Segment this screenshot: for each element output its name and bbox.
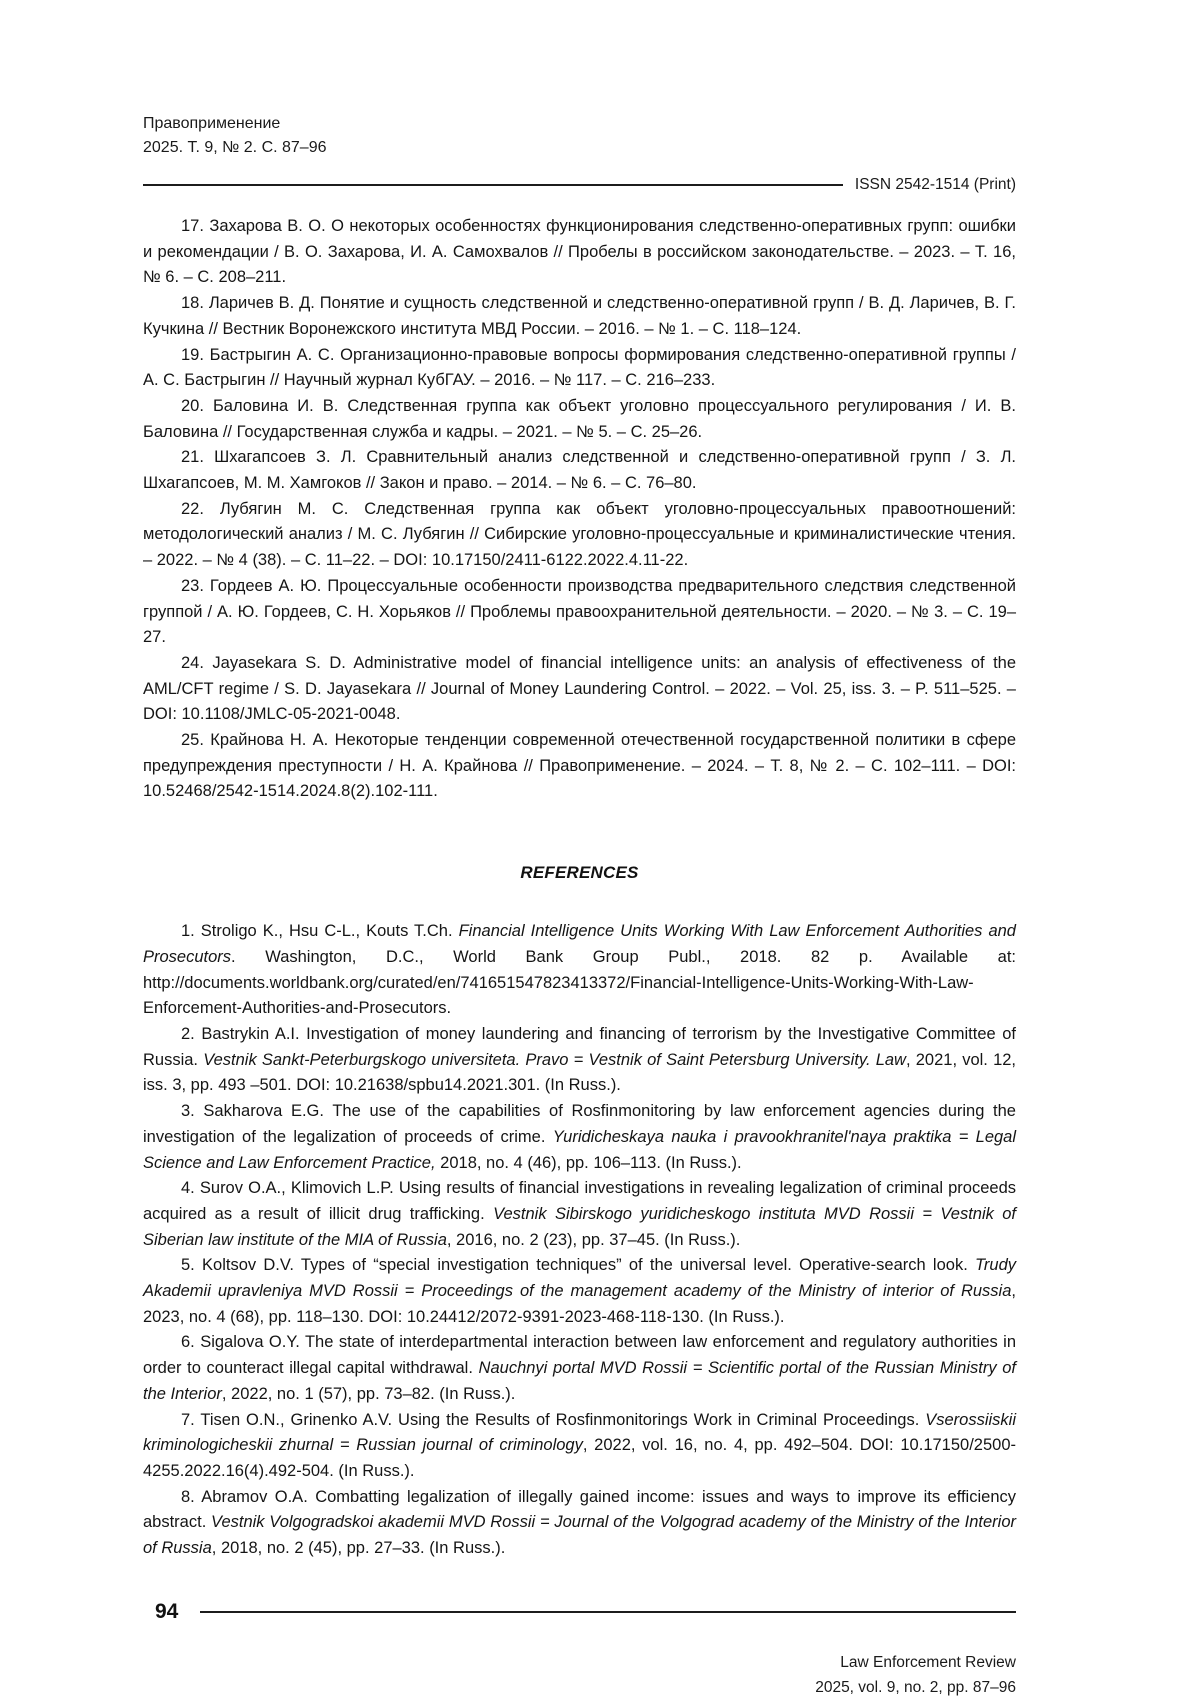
bibliography-ru-list [143,214,1016,805]
references-heading: REFERENCES [520,863,639,883]
bibliography-item: 18. Ларичев В. Д. Понятие и сущность следственной и следственно-оперативной групп / В. Д. Ларичев, В. Г. Кучкина // Вестник Воронежского института МВД России. – 2016. – № 1. – С. 118–124. [143,294,1016,338]
journal-title-ru: Правоприменение [143,115,281,132]
bibliography-item: 24. Jayasekara S. D. Administrative model of financial intelligence units: an analysis of effectiveness of the AML/CFT regime / S. D. Jayasekara // Journal of Money Laundering Control. – 2022. – Vol. 25, iss. 3. – P. 511–525. – DOI: 10.1108/JMLC-05-2021-0048. [143,653,1016,724]
bibliography-item: 22. Лубягин М. С. Следственная группа как объект уголовно-процессуальных правоотношений: методологический анализ / М. С. Лубягин // Сибирские уголовно-процессуальные и криминалистические чтения. – 2022. – № 4 (38). – С. 11–22. – DOI: 10.17150/2411-6122.2022.4.11-22. [143,499,1016,570]
bibliography-item: 19. Бастрыгин А. С. Организационно-правовые вопросы формирования следственно-оперативной группы / А. С. Бастрыгин // Научный журнал КубГАУ. – 2016. – № 117. – С. 216–233. [143,345,1016,390]
footer-journal-title-en: Law Enforcement Review [840,1653,1016,1671]
references-en-list [143,919,1016,1562]
bibliography-item: 25. Крайнова Н. А. Некоторые тенденции современной отечественной государственной политики в сфере предупреждения преступности / Н. А. Крайнова // Правоприменение. – 2024. – Т. 8, № 2. – С. 102–111. – DOI: 10.52468/2542-1514.2024.8(2).102-111. [143,731,1016,801]
reference-item: 4. Surov O.A., Klimovich L.P. Using results of financial investigations in revealing legalization of criminal proceeds acquired as a result of illicit drug trafficking. Vestnik Sibirskogo yuridicheskogo instituta MVD Rossii = Vestnik of Siberian law institute of the MIA of Russia, 2016, no. 2 (23), pp. 37–45. (In Russ.). [143,1179,1016,1249]
footer-page-number: 94 [155,1599,179,1623]
bibliography-item: 17. Захарова В. О. О некоторых особенностях функционирования следственно-оперативных групп: ошибки и рекомендации / В. О. Захарова, И. А. Самохвалов // Пробелы в российском законодательстве. – 2023. – Т. 16, № 6. – С. 208–211. [143,217,1016,287]
issn-label: ISSN 2542-1514 (Print) [854,176,1016,193]
reference-item: 2. Bastrykin A.I. Investigation of money laundering and financing of terrorism by the Investigative Committee of Russia. Vestnik Sankt-Peterburgskogo universiteta. Pravo = Vestnik of Saint Petersburg University. Law, 2021, vol. 12, iss. 3, pp. 493 –501. DOI: 10.21638/spbu14.2021.301. (In Russ.). [143,1024,1017,1095]
reference-item: 8. Abramov O.A. Combatting legalization of illegally gained income: issues and ways to improve its efficiency abstract. Vestnik Volgogradskoi akademii MVD Rossii = Journal of the Volgograd academy of the Ministry of the Interior of Russia, 2018, no. 2 (45), pp. 27–33. (In Russ.). [143,1487,1016,1558]
header-rule [143,184,843,186]
footer-issue-info-en: 2025, vol. 9, no. 2, pp. 87–96 [815,1678,1016,1696]
footer-rule [200,1611,1016,1613]
reference-item: 5. Koltsov D.V. Types of “special investigation techniques” of the universal level. Operative-search look. Trudy Akademii upravleniya MVD Rossii = Proceedings of the management academy of the Ministry of interior of Russia, 2023, no. 4 (68), pp. 118–130. DOI: 10.24412/2072-9391-2023-468-118-130. (In Russ.). [143,1256,1016,1326]
header-rule-row [143,176,1016,194]
footer-journal-info [143,1650,1016,1697]
reference-item: 7. Tisen O.N., Grinenko A.V. Using the Results of Rosfinmonitorings Work in Criminal Proceedings. Vserossiiskii kriminologicheskii zhurnal = Russian journal of criminology, 2022, vol. 16, no. 4, pp. 492–504. DOI: 10.17150/2500-4255.2022.16(4).492-504. (In Russ.). [143,1410,1016,1480]
bibliography-item: 20. Баловина И. В. Следственная группа как объект уголовно процессуального регулирования / И. В. Баловина // Государственная служба и кадры. – 2021. – № 5. – С. 25–26. [143,396,1016,441]
reference-item: 3. Sakharova E.G. The use of the capabilities of Rosfinmonitoring by law enforcement agencies during the investigation of the legalization of proceeds of crime. Yuridicheskaya nauka i pravookhranitel'naya praktika = Legal Science and Law Enforcement Practice, 2018, no. 4 (46), pp. 106–113. (In Russ.). [143,1102,1017,1172]
bibliography-item: 23. Гордеев А. Ю. Процессуальные особенности производства предварительного следствия следственной группой / А. Ю. Гордеев, С. Н. Хорьяков // Проблемы правоохранительной деятельности. – 2020. – № 3. – С. 19–27. [143,576,1016,647]
footer-row [143,1600,1016,1624]
reference-item: 1. Stroligo K., Hsu C-L., Kouts T.Ch. Financial Intelligence Units Working With Law Enforcement Authorities and Prosecutors. Washington, D.C., World Bank Group Publ., 2018. 82 p. Available at: http://documents.worldbank.org/curated/en/741651547823413372/Financial-Intelligence-Units-Working-With-Law-Enforcement-Authorities-and-Prosecutors. [143,922,1016,1018]
issue-info-ru: 2025. Т. 9, № 2. С. 87–96 [143,139,327,156]
page-header [143,112,1016,160]
bibliography-item: 21. Шхагапсоев З. Л. Сравнительный анализ следственной и следственно-оперативной групп / З. Л. Шхагапсоев, М. М. Хамгоков // Закон и право. – 2014. – № 6. – С. 76–80. [143,448,1016,493]
reference-item: 6. Sigalova O.Y. The state of interdepartmental interaction between law enforcement and regulatory authorities in order to counteract illegal capital withdrawal. Nauchnyi portal MVD Rossii = Scientific portal of the Russian Ministry of the Interior, 2022, no. 1 (57), pp. 73–82. (In Russ.). [143,1333,1016,1403]
